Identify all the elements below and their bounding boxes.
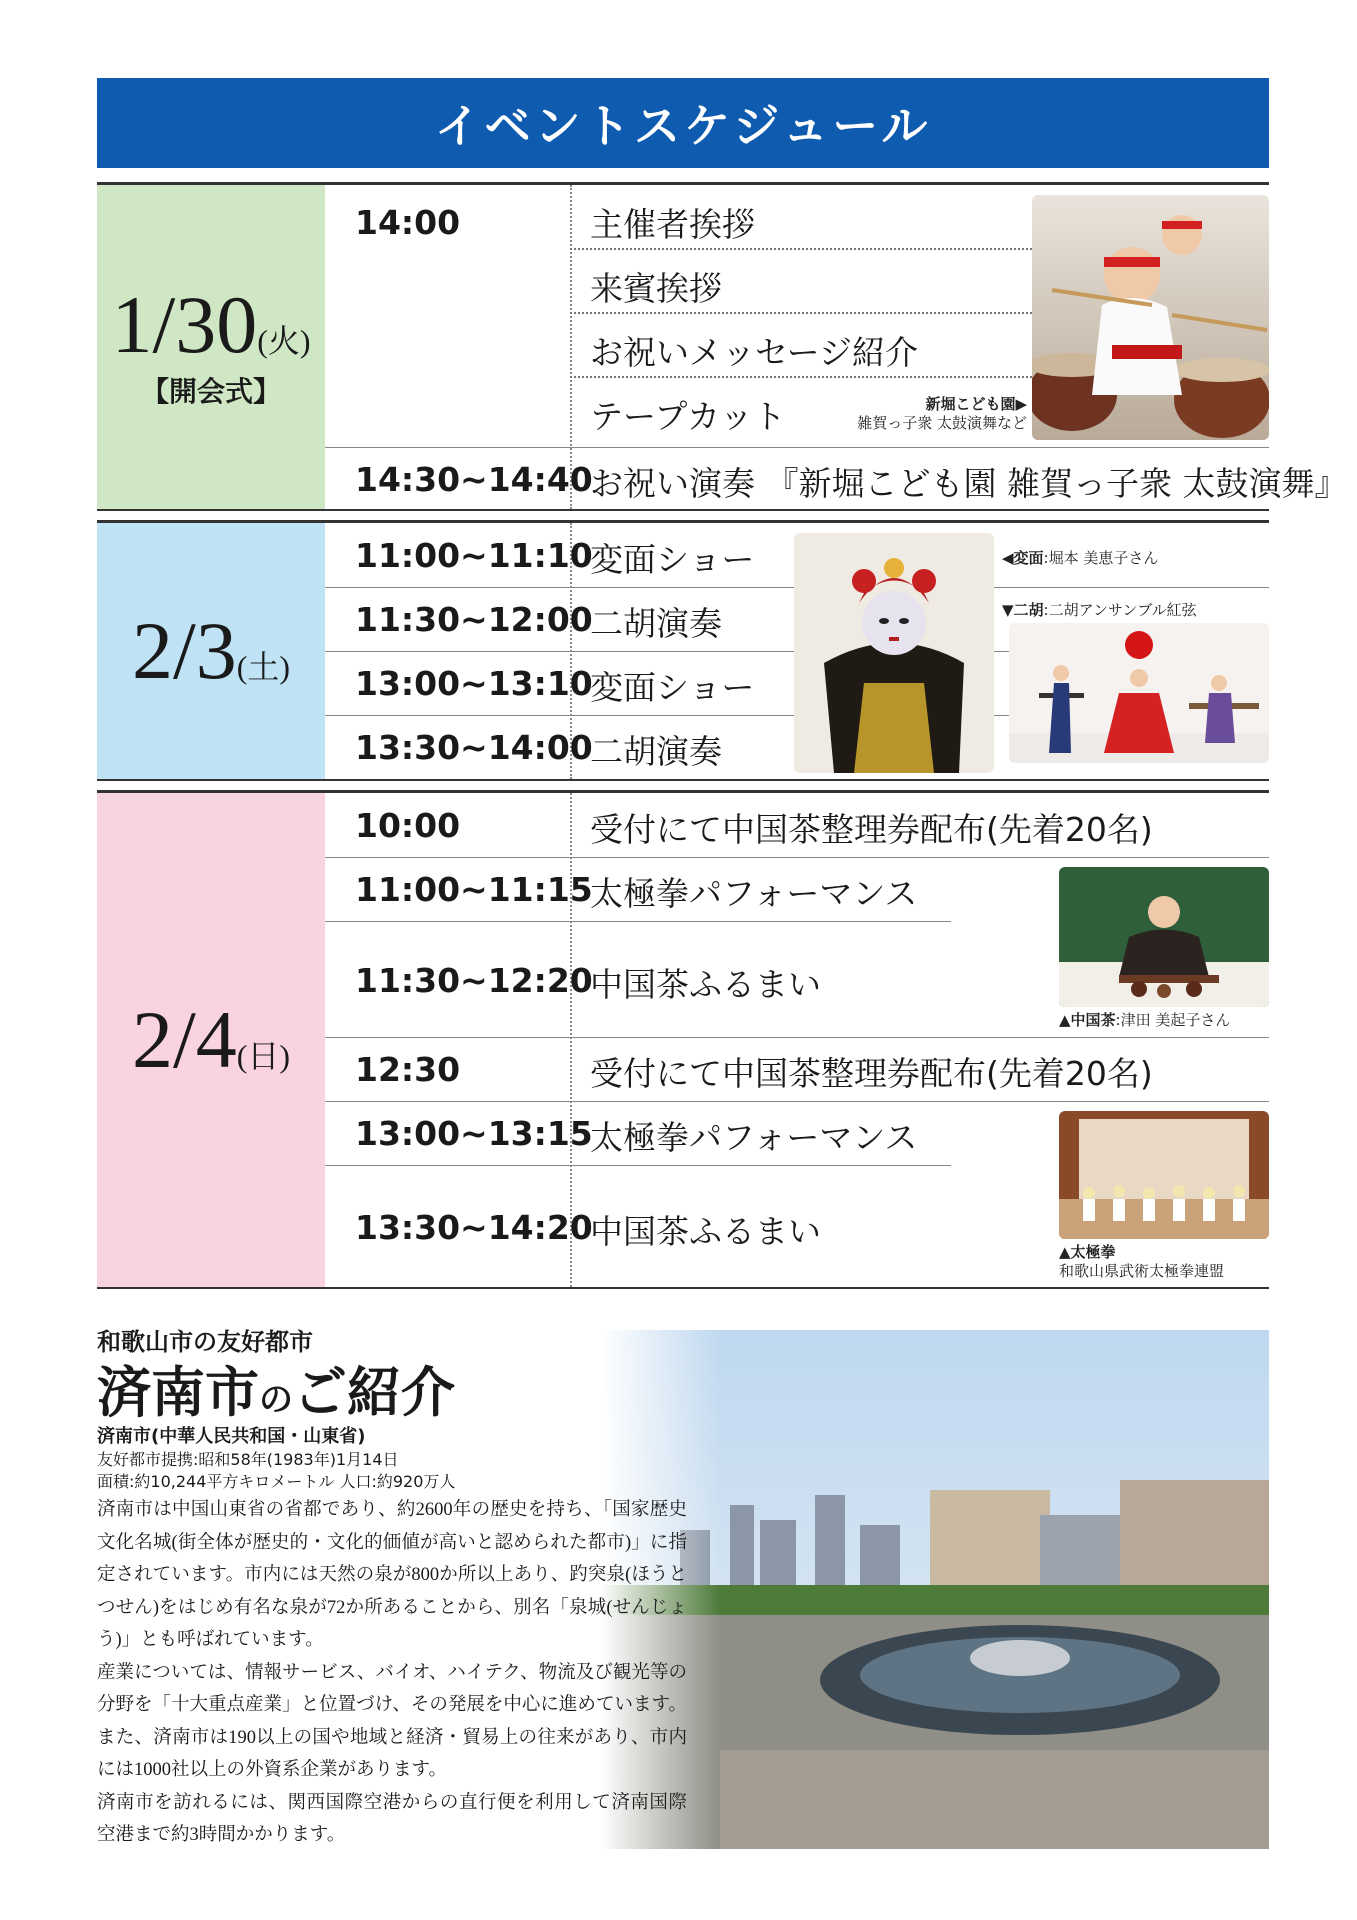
time: 13:00~13:15 — [355, 1114, 593, 1153]
weekday: (日) — [236, 1038, 291, 1074]
taichi-photo — [1059, 1111, 1269, 1239]
friendship-date: 友好都市提携:昭和58年(1983年)1月14日 — [97, 1450, 399, 1469]
event-label: 太極拳パフォーマンス — [590, 1118, 918, 1157]
time: 11:30~12:20 — [355, 961, 593, 1000]
erhu-caption: ▼二胡:二胡アンサンブル紅弦 — [1002, 601, 1197, 619]
taiko-drum-photo — [1032, 195, 1269, 440]
event-label: 受付にて中国茶整理券配布(先着20名) — [590, 810, 1153, 849]
chinese-tea-photo — [1059, 867, 1269, 1007]
intro-body — [97, 1494, 687, 1852]
date-label: 2/4(日) — [131, 994, 291, 1085]
time: 13:30~14:20 — [355, 1208, 593, 1247]
intro-kicker: 和歌山市の友好都市 — [97, 1328, 313, 1356]
schedule-row — [325, 793, 1269, 857]
intro-paragraph: 産業については、情報サービス、バイオ、ハイテク、物流及び観光等の分野を「十大重点産業」と位置づけ、その発展を中心に進めています。また、済南市は190以上の国や地域と経済・貿易上の往来があり、市内には1000社以上の外資系企業があります。 — [97, 1662, 687, 1780]
day-block-2-3 — [97, 520, 1269, 781]
event-label: テープカット — [590, 397, 786, 436]
event-label: 受付にて中国茶整理券配布(先着20名) — [590, 1054, 1153, 1093]
schedule-header — [97, 78, 1269, 168]
day-block-1-30 — [97, 182, 1348, 511]
time: 12:30 — [355, 1050, 461, 1089]
event-label: 来賓挨拶 — [590, 269, 722, 308]
event-label: 中国茶ふるまい — [590, 1212, 821, 1251]
time: 14:00 — [355, 203, 461, 242]
erhu-ensemble-photo — [1009, 623, 1269, 763]
intro-title: 済南市のご紹介 — [97, 1363, 455, 1423]
event-label: 変面ショー — [590, 540, 755, 579]
taichi-caption: ▲太極拳 和歌山県武術太極拳連盟 — [1059, 1243, 1225, 1280]
date-cell — [97, 185, 325, 509]
date-label: 1/30(火) — [111, 279, 311, 370]
jinan-city-photo — [600, 1330, 1269, 1849]
date-label: 2/3(土) — [131, 605, 291, 696]
schedule-row — [325, 1037, 1269, 1101]
time: 11:30~12:00 — [355, 600, 593, 639]
event-label: 変面ショー — [590, 668, 755, 707]
event-label: 二胡演奏 — [590, 604, 722, 643]
event-label: 主催者挨拶 — [590, 205, 755, 244]
intro-paragraph: 済南市を訪れるには、関西国際空港からの直行便を利用して済南国際空港まで約3時間かかります。 — [97, 1792, 687, 1845]
time: 11:00~11:10 — [355, 536, 593, 575]
dotted-separator — [570, 312, 1040, 314]
tea-caption: ▲中国茶:津田 美起子さん — [1059, 1011, 1231, 1029]
event-label: お祝い演奏 『新堀こども園 雑賀っ子衆 太鼓演舞』 — [590, 464, 1348, 503]
ceremony-label: 【開会式】 — [140, 375, 281, 408]
event-label: 中国茶ふるまい — [590, 965, 821, 1004]
time: 14:30~14:40 — [355, 460, 593, 499]
date-cell — [97, 793, 325, 1287]
intro-paragraph: 済南市は中国山東省の省都であり、約2600年の歴史を持ち、「国家歴史文化名城(街全体が歴史的・文化的価値が高いと認められた都市)」に指定されています。市内には天然の泉が800か所以上あり、趵突泉(ほうとつせん)をはじめ有名な泉が72か所あることから、別名「泉城(せんじょう)」とも呼ばれています。 — [97, 1500, 687, 1650]
weekday: (火) — [257, 323, 311, 359]
weekday: (土) — [236, 649, 291, 685]
dotted-separator — [570, 376, 1040, 378]
schedule-title: イベントスケジュール — [434, 99, 932, 153]
intro-subtitle: 済南市(中華人民共和国・山東省) — [97, 1426, 366, 1447]
time: 13:00~13:10 — [355, 664, 593, 703]
event-label: 太極拳パフォーマンス — [590, 874, 918, 913]
schedule-row — [325, 447, 1348, 509]
day-block-2-4 — [97, 790, 1269, 1289]
dotted-separator — [570, 248, 1040, 250]
taiko-photo-caption: 新堀こども園▶ 雑賀っ子衆 太鼓演舞など — [857, 395, 1027, 432]
event-label: お祝いメッセージ紹介 — [590, 333, 919, 372]
time: 13:30~14:00 — [355, 728, 593, 767]
time: 11:00~11:15 — [355, 870, 593, 909]
face-changing-caption: ◀変面:堀本 美恵子さん — [1002, 549, 1159, 567]
face-changing-photo — [794, 533, 994, 773]
time: 10:00 — [355, 806, 461, 845]
event-label: 二胡演奏 — [590, 732, 722, 771]
date-cell — [97, 523, 325, 779]
area-population: 面積:約10,244平方キロメートル 人口:約920万人 — [97, 1472, 456, 1491]
